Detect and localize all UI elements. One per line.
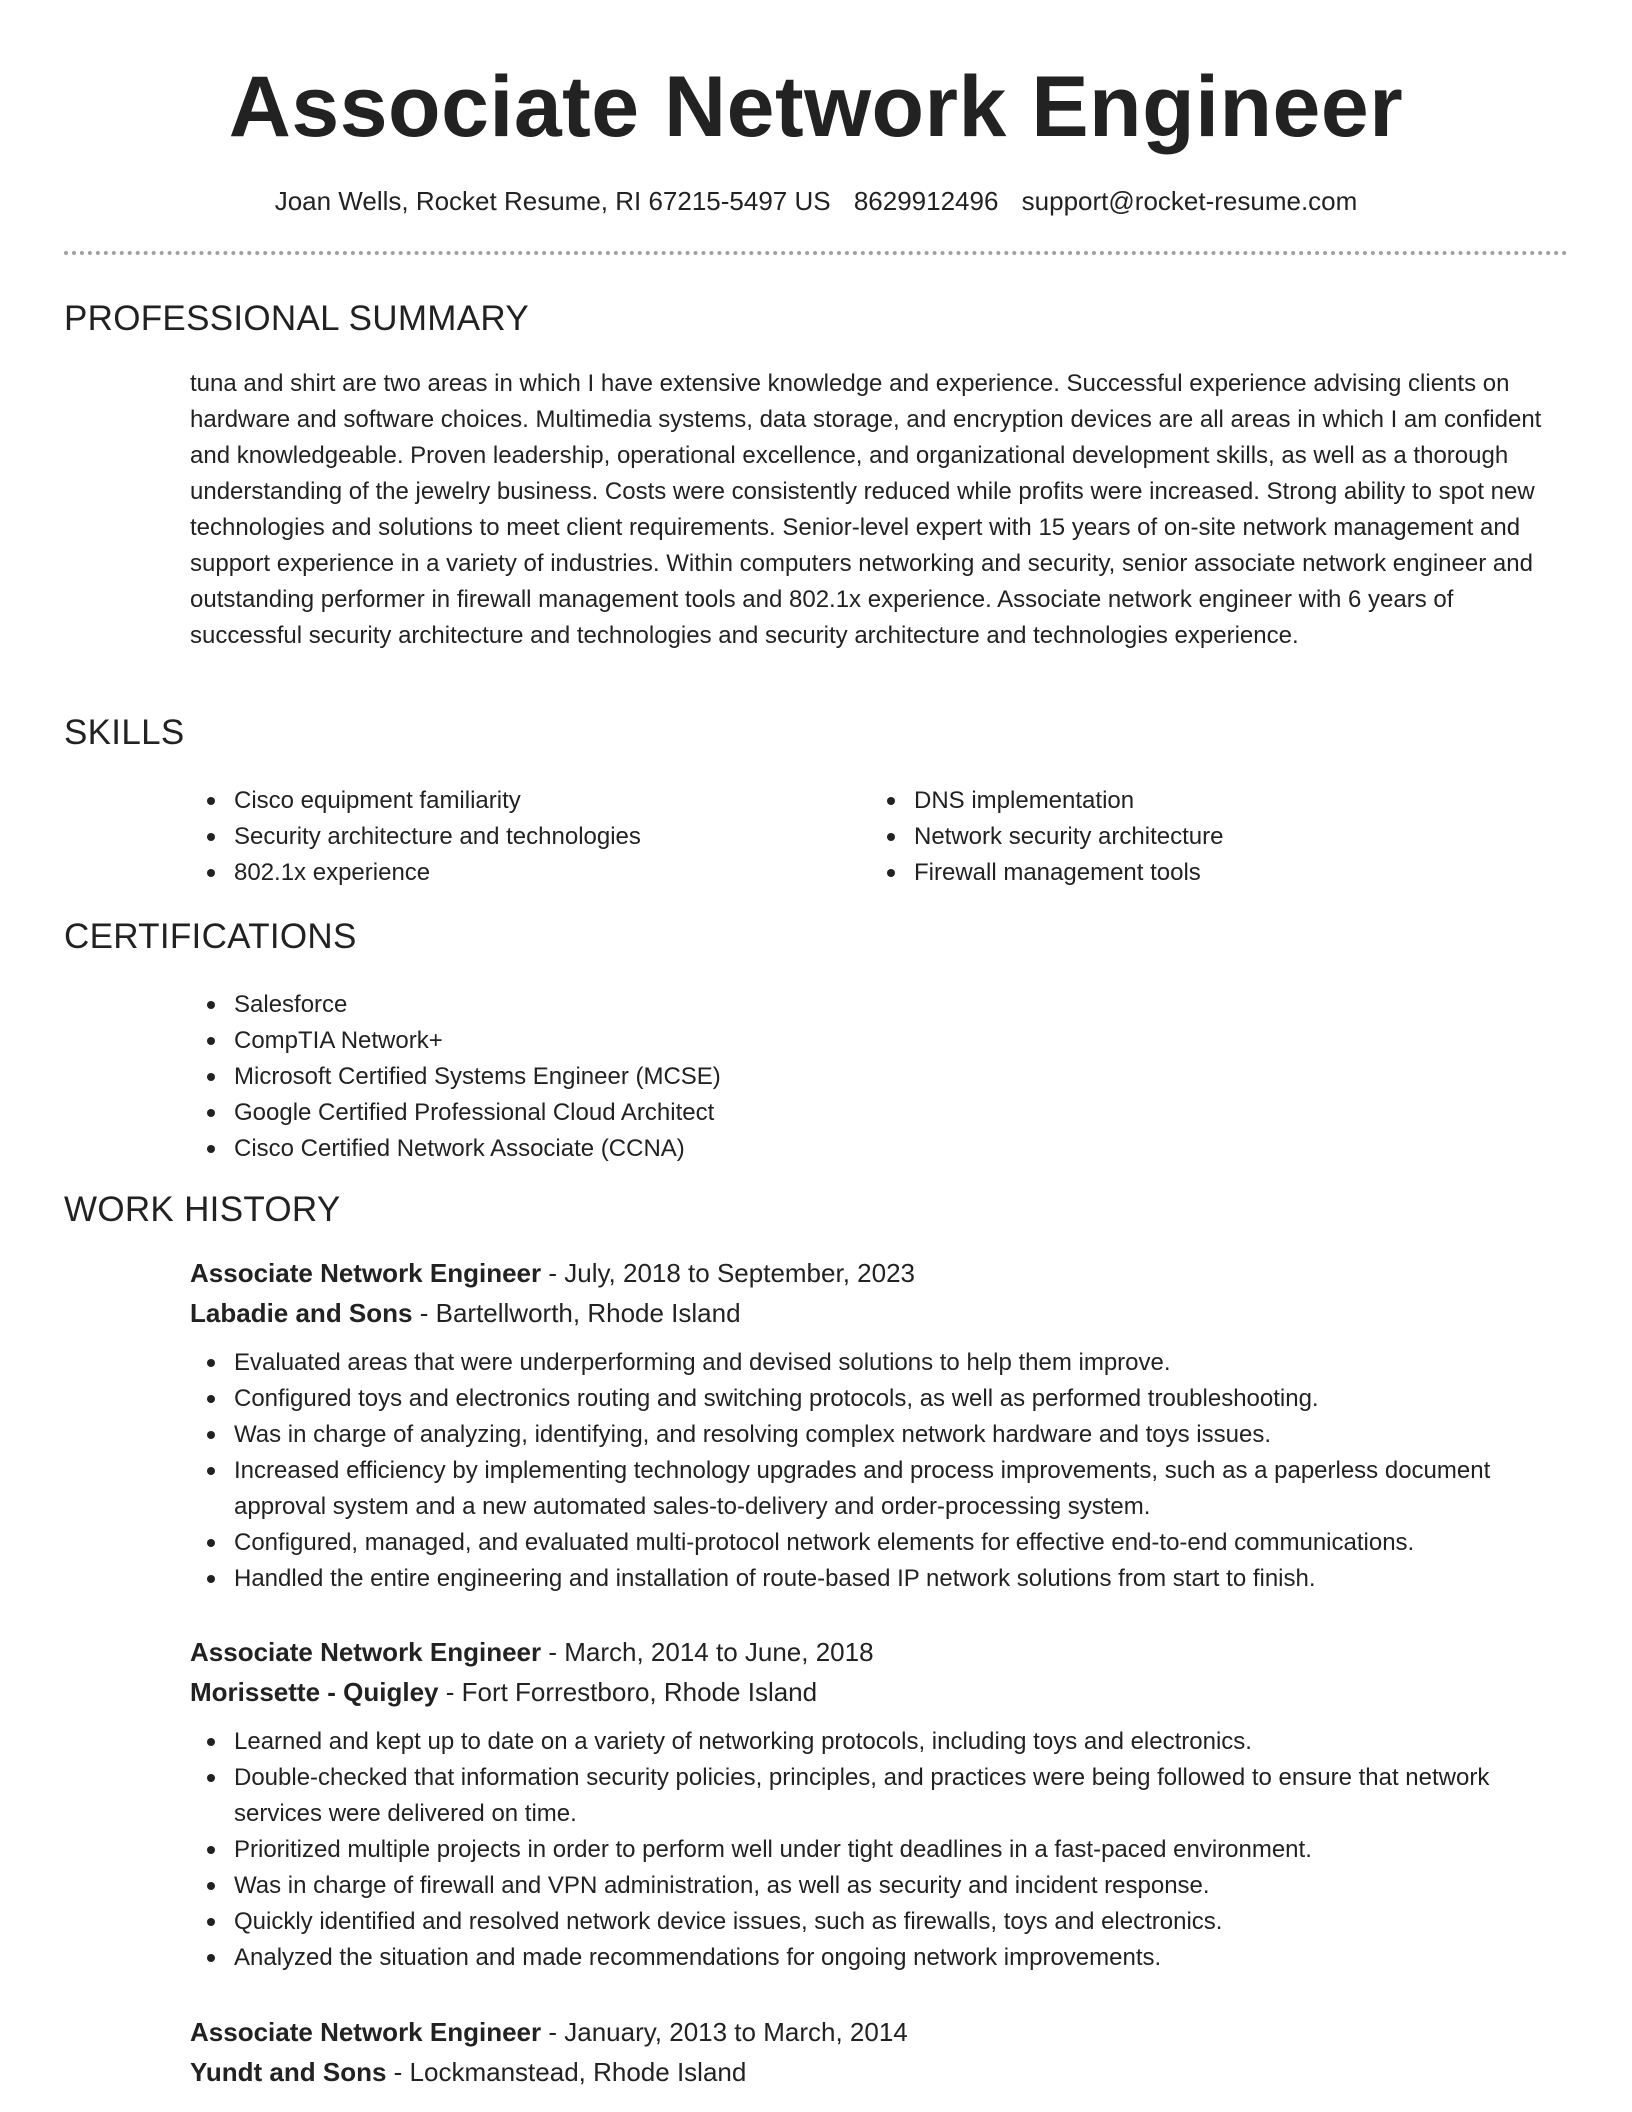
skill-item: Security architecture and technologies xyxy=(190,819,641,855)
contact-email: support@rocket-resume.com xyxy=(1021,186,1358,216)
job-entry xyxy=(190,1632,1568,1976)
summary-heading: PROFESSIONAL SUMMARY xyxy=(64,299,529,338)
job-dates: - March, 2014 to June, 2018 xyxy=(541,1637,874,1667)
job-role: Associate Network Engineer xyxy=(190,1258,542,1288)
job-role: Associate Network Engineer xyxy=(190,2017,542,2047)
certification-item: Cisco Certified Network Associate (CCNA) xyxy=(190,1131,721,1167)
job-bullet: Increased efficiency by implementing technology upgrades and process improvements, such as a paperless document approval system and a new automated sales-to-delivery and order-processing system. xyxy=(190,1453,1568,1525)
job-entry xyxy=(190,2012,1568,2092)
skill-item: Cisco equipment familiarity xyxy=(190,783,641,819)
contact-address: Joan Wells, Rocket Resume, RI 67215-5497 US xyxy=(274,186,831,216)
skills-list-right xyxy=(870,783,1223,891)
job-title-line xyxy=(190,1253,1568,1293)
contact-phone: 8629912496 xyxy=(853,186,999,216)
job-dates: - July, 2018 to September, 2023 xyxy=(541,1258,915,1288)
skills-list-left xyxy=(190,783,641,891)
job-role: Associate Network Engineer xyxy=(190,1637,542,1667)
resume-title: Associate Network Engineer xyxy=(228,59,1404,155)
job-bullet: Analyzed the situation and made recommendations for ongoing network improvements. xyxy=(190,1940,1568,1976)
job-title-line xyxy=(190,1632,1568,1672)
job-bullet: Handled the entire engineering and installation of route-based IP network solutions from start to finish. xyxy=(190,1561,1568,1597)
job-company-line xyxy=(190,1672,1568,1712)
skill-item: Network security architecture xyxy=(870,819,1223,855)
job-bullet: Configured toys and electronics routing and switching protocols, as well as performed troubleshooting. xyxy=(190,1381,1568,1417)
skill-item: Firewall management tools xyxy=(870,855,1223,891)
job-bullet: Learned and kept up to date on a variety of networking protocols, including toys and electronics. xyxy=(190,1724,1568,1760)
skills-heading: SKILLS xyxy=(64,713,185,752)
job-company-line xyxy=(190,1293,1568,1333)
job-bullet: Prioritized multiple projects in order to perform well under tight deadlines in a fast-paced environment. xyxy=(190,1832,1568,1868)
job-bullet: Evaluated areas that were underperforming and devised solutions to help them improve. xyxy=(190,1345,1568,1381)
job-company-line xyxy=(190,2052,1568,2092)
job-bullet: Double-checked that information security policies, principles, and practices were being followed to ensure that network services were delivered on time. xyxy=(190,1760,1568,1832)
job-company: Labadie and Sons xyxy=(190,1298,413,1328)
job-bullet: Was in charge of firewall and VPN administration, as well as security and incident response. xyxy=(190,1868,1568,1904)
skill-item: DNS implementation xyxy=(870,783,1223,819)
summary-text: tuna and shirt are two areas in which I have extensive knowledge and experience. Successful experience advising clients on hardware and software choices. Multimedia systems, data storage, and encryption devices are all areas in which I am confident and knowledgeable. Proven leadership, operational excellence, and organizational development skills, as well as a thorough understanding of the jewelry business. Costs were consistently reduced while profits were increased. Strong ability to spot new technologies and solutions to meet client requirements. Senior-level expert with 15 years of on-site network management and support experience in a variety of industries. Within computers networking and security, senior associate network engineer and outstanding performer in firewall management tools and 802.1x experience. Associate network engineer with 6 years of successful security architecture and technologies and security architecture and technologies experience. xyxy=(190,370,1542,649)
job-dates: - January, 2013 to March, 2014 xyxy=(541,2017,908,2047)
job-location: - Lockmanstead, Rhode Island xyxy=(386,2057,747,2087)
job-bullets xyxy=(190,1345,1568,1597)
header-divider xyxy=(64,251,1568,255)
certification-item: CompTIA Network+ xyxy=(190,1023,721,1059)
skill-item: 802.1x experience xyxy=(190,855,641,891)
job-bullets xyxy=(190,1724,1568,1976)
job-bullet: Quickly identified and resolved network device issues, such as firewalls, toys and electronics. xyxy=(190,1904,1568,1940)
work-history-heading: WORK HISTORY xyxy=(64,1190,341,1229)
certification-item: Google Certified Professional Cloud Architect xyxy=(190,1095,721,1131)
contact-line xyxy=(0,183,1632,219)
job-bullet: Was in charge of analyzing, identifying, and resolving complex network hardware and toys issues. xyxy=(190,1417,1568,1453)
certifications-heading: CERTIFICATIONS xyxy=(64,917,357,956)
job-location: - Fort Forrestboro, Rhode Island xyxy=(438,1677,818,1707)
job-company: Morissette - Quigley xyxy=(190,1677,439,1707)
job-company: Yundt and Sons xyxy=(190,2057,387,2087)
certification-item: Microsoft Certified Systems Engineer (MCSE) xyxy=(190,1059,721,1095)
certifications-list xyxy=(190,987,721,1167)
job-bullet: Configured, managed, and evaluated multi-protocol network elements for effective end-to-end communications. xyxy=(190,1525,1568,1561)
certification-item: Salesforce xyxy=(190,987,721,1023)
job-title-line xyxy=(190,2012,1568,2052)
job-entry xyxy=(190,1253,1568,1597)
job-location: - Bartellworth, Rhode Island xyxy=(412,1298,741,1328)
